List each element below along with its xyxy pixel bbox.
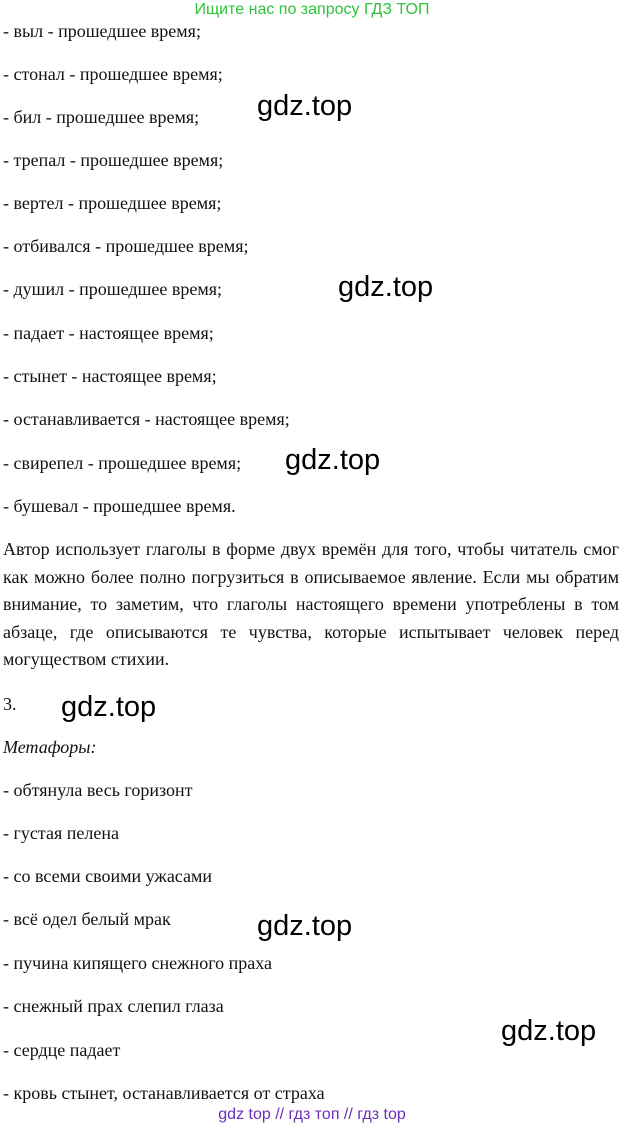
watermark: gdz.top <box>257 910 353 942</box>
verb-line: - выл - прошедшее время; <box>3 21 201 41</box>
verb-line: - свирепел - прошедшее время; <box>3 453 242 473</box>
section-number: 3. <box>3 694 17 714</box>
metaphor-line: - пучина кипящего снежного праха <box>3 953 272 973</box>
top-banner: Ищите нас по запросу ГДЗ ТОП <box>194 1 430 18</box>
metaphors-heading: Метафоры: <box>3 737 97 757</box>
verb-line: - стонал - прошедшее время; <box>3 64 223 84</box>
verb-line: - стынет - настоящее время; <box>3 366 217 386</box>
metaphor-line: - сердце падает <box>3 1040 121 1060</box>
verb-line: - останавливается - настоящее время; <box>3 409 290 429</box>
verb-line: - трепал - прошедшее время; <box>3 150 224 170</box>
verb-line: - душил - прошедшее время; <box>3 279 223 299</box>
verb-line: - отбивался - прошедшее время; <box>3 236 249 256</box>
watermark: gdz.top <box>501 1015 597 1047</box>
verb-line: - падает - настоящее время; <box>3 323 214 343</box>
verb-line: - бил - прошедшее время; <box>3 107 200 127</box>
metaphor-line: - снежный прах слепил глаза <box>3 996 224 1016</box>
watermark: gdz.top <box>61 691 157 723</box>
watermark: gdz.top <box>338 271 434 303</box>
explanation-paragraph: Автор использует глаголы в форме двух времён для того, чтобы читатель смог как можно более полно погрузиться в описываемое явление. Если мы обратим внимание, то заметим, что глаголы настоящего времени употреблены в том абзаце, где описываются те чувства, которые испытывает человек перед могуществом стихии. <box>3 539 619 669</box>
metaphor-line: - кровь стынет, останавливается от страха <box>3 1083 325 1103</box>
metaphor-line: - густая пелена <box>3 823 119 843</box>
watermark: gdz.top <box>285 444 381 476</box>
watermark: gdz.top <box>257 90 353 122</box>
verb-line: - вертел - прошедшее время; <box>3 193 222 213</box>
metaphor-line: - со всеми своими ужасами <box>3 866 213 886</box>
metaphor-line: - обтянула весь горизонт <box>3 780 193 800</box>
metaphor-line: - всё одел белый мрак <box>3 909 171 929</box>
verb-line: - бушевал - прошедшее время. <box>3 496 236 516</box>
footer-banner: gdz top // гдз топ // гдз top <box>218 1106 406 1123</box>
